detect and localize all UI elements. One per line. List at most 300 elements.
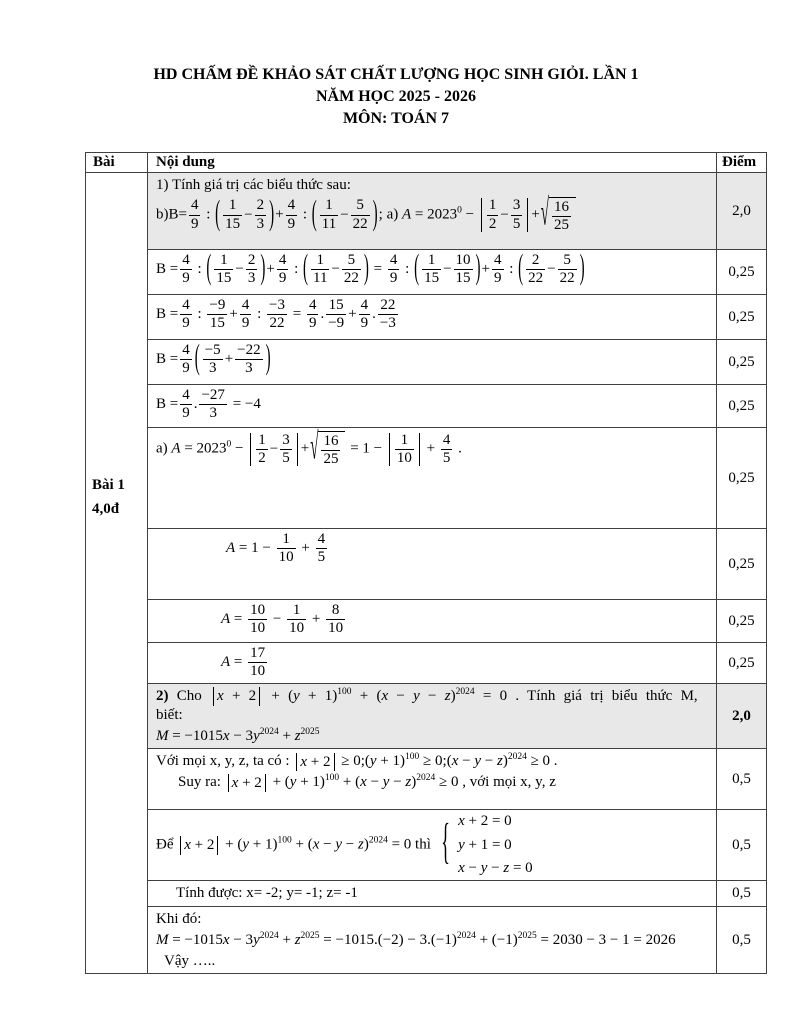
numerator: 1 <box>422 253 441 270</box>
table-row <box>148 529 766 600</box>
math-text: B = <box>156 351 179 368</box>
fraction <box>277 253 289 287</box>
numerator: 4 <box>388 253 400 270</box>
math-variable: A <box>221 654 231 671</box>
math-variable: x <box>231 774 239 791</box>
fraction <box>326 603 345 637</box>
denominator: 9 <box>494 270 502 287</box>
close-paren: ) <box>372 195 378 233</box>
numerator: 1 <box>223 198 242 215</box>
numerator: 15 <box>326 298 346 315</box>
sqrt-group <box>540 194 576 235</box>
denominator: 2 <box>258 449 266 466</box>
math-text: = 0 . Tính giá trị biểu thức M, biết: <box>156 688 698 723</box>
fraction <box>552 200 571 234</box>
denominator: 22 <box>559 270 575 287</box>
score-cell: 0,25 <box>728 308 755 325</box>
math-text: − <box>331 261 340 278</box>
math-text: + <box>278 931 295 948</box>
absolute-value-group <box>228 774 266 793</box>
score-cell: 0,25 <box>728 263 755 280</box>
math-text: + <box>263 688 289 704</box>
math-line <box>156 603 708 637</box>
score-cell: 0,5 <box>732 885 751 902</box>
score-cell: 0,5 <box>732 836 751 853</box>
math-text: + <box>275 206 284 223</box>
math-text: b)B= <box>156 206 187 223</box>
superscript: 2024 <box>456 930 476 941</box>
title-line-2: NĂM HỌC 2025 - 2026 <box>316 88 476 105</box>
denominator: 10 <box>250 663 266 680</box>
math-expression <box>221 611 230 627</box>
sqrt-content <box>318 431 345 468</box>
denominator: 15 <box>225 215 241 232</box>
math-variable: x <box>458 813 465 830</box>
numerator: 4 <box>240 298 252 315</box>
math-expression: (x − y − z) <box>446 753 508 770</box>
numerator: 4 <box>180 343 192 360</box>
math-expression <box>253 932 260 948</box>
fraction <box>223 198 242 232</box>
math-text: Suy ra: <box>178 774 225 791</box>
superscript: 2024 <box>455 687 475 697</box>
denominator: 25 <box>323 451 339 468</box>
close-paren: ) <box>265 340 271 378</box>
table-row <box>148 907 766 973</box>
math-variable: z <box>496 753 503 770</box>
math-text: ≥ 0; <box>337 753 365 770</box>
numerator: 4 <box>492 253 504 270</box>
math-line <box>156 340 708 378</box>
close-paren: ) <box>475 250 481 288</box>
math-expression <box>226 540 235 556</box>
absolute-value-group <box>481 198 528 232</box>
math-variable: A <box>221 611 231 628</box>
table-body <box>86 173 766 973</box>
fraction <box>256 433 268 467</box>
score-cell: 0,25 <box>728 555 755 572</box>
score-cell: 0,25 <box>728 654 755 671</box>
math-text: + (−1) <box>475 931 518 948</box>
content-cell <box>148 340 717 384</box>
math-variable: x <box>312 836 320 853</box>
superscript: 0 <box>457 205 462 216</box>
close-paren: ) <box>363 250 369 288</box>
numerator: 16 <box>552 200 571 217</box>
math-variable: y <box>413 688 420 704</box>
open-paren: ( <box>303 250 308 288</box>
open-paren: ( <box>194 340 200 378</box>
numerator: 5 <box>351 198 370 215</box>
math-text: = −4 <box>228 396 261 413</box>
math-text: . <box>193 396 198 413</box>
paren-group <box>302 250 370 288</box>
superscript: 100 <box>324 773 340 784</box>
math-text: + <box>291 836 308 853</box>
math-variable: A <box>171 440 181 457</box>
math-variable: x <box>451 753 459 770</box>
denominator: 5 <box>442 449 451 466</box>
denominator: 15 <box>216 270 232 287</box>
denominator: 9 <box>360 315 369 332</box>
math-text: Vậy ….. <box>164 952 216 969</box>
absolute-value-group <box>213 687 260 706</box>
math-expression: (x − y − z) <box>355 774 417 791</box>
numerator: 4 <box>307 298 319 315</box>
fraction <box>342 253 361 287</box>
denominator: 5 <box>512 215 521 232</box>
math-expression: (x − y − z) <box>307 836 369 853</box>
score-cell: 0,25 <box>728 469 755 486</box>
fraction <box>311 253 329 287</box>
numerator: 16 <box>321 434 340 451</box>
denominator: 9 <box>308 315 317 332</box>
denominator: 15 <box>455 270 471 287</box>
math-text: : <box>193 306 206 323</box>
numerator: −5 <box>203 343 223 360</box>
math-variable: M <box>156 727 169 744</box>
math-text: = <box>230 654 247 671</box>
math-text: = <box>230 611 247 628</box>
fraction <box>492 253 504 287</box>
paren-content <box>318 198 372 232</box>
case-line: x + 2 = 0 <box>458 813 512 830</box>
case-line: x − y − z = 0 <box>458 859 533 876</box>
math-line <box>156 687 708 725</box>
math-text: : <box>290 261 302 278</box>
math-expression: (y + 1) <box>284 774 325 791</box>
denominator: 3 <box>256 215 265 232</box>
numerator: 4 <box>286 198 298 215</box>
absolute-value-group <box>296 753 334 772</box>
table-row <box>148 881 766 907</box>
content-cell <box>148 250 717 294</box>
math-text: + <box>297 540 314 557</box>
math-expression <box>402 206 411 222</box>
fraction <box>378 298 398 332</box>
cases-group <box>437 813 533 877</box>
math-expression <box>223 728 230 744</box>
radical-sign: √ <box>310 428 319 469</box>
absolute-value-group <box>250 433 297 467</box>
superscript: 2024 <box>368 835 388 846</box>
radical-sign: √ <box>540 194 550 235</box>
superscript: 2025 <box>300 930 320 941</box>
fraction <box>267 298 287 332</box>
fraction <box>307 298 319 332</box>
fraction <box>316 532 328 566</box>
math-expression <box>253 728 260 744</box>
numerator: 2 <box>526 253 545 270</box>
paren-content <box>309 253 363 287</box>
math-text: − <box>244 206 253 223</box>
fraction <box>511 198 523 232</box>
numerator: 2 <box>246 253 258 270</box>
denominator: 3 <box>208 360 217 377</box>
math-expression: x + 2 <box>300 753 331 770</box>
math-line <box>156 752 708 771</box>
numerator: −9 <box>207 298 227 315</box>
content-cell <box>148 684 717 748</box>
open-paren: ( <box>311 195 317 233</box>
math-variable: A <box>402 206 412 223</box>
fraction <box>395 433 414 467</box>
math-variable: z <box>358 836 364 853</box>
paren-content <box>524 253 578 287</box>
grading-table <box>85 152 767 974</box>
score-cell: 0,25 <box>728 612 755 629</box>
denominator: 15 <box>209 315 225 332</box>
fraction <box>189 198 201 232</box>
numerator: 4 <box>180 298 192 315</box>
math-text: B = <box>156 261 179 278</box>
denominator: 3 <box>247 270 256 287</box>
fraction <box>180 388 192 422</box>
fraction <box>326 298 346 332</box>
denominator: 11 <box>321 215 337 232</box>
numerator: 1 <box>277 532 296 549</box>
denominator: 9 <box>190 215 199 232</box>
math-text: = 2030 − 3 − 1 = 2026 <box>536 931 676 948</box>
denominator: −3 <box>379 315 396 332</box>
math-variable: z <box>405 774 412 791</box>
denominator: 10 <box>250 620 266 637</box>
absolute-value-group <box>389 433 420 467</box>
math-variable: x <box>184 836 191 853</box>
sqrt-group <box>310 428 345 469</box>
fraction <box>351 198 370 232</box>
math-line <box>156 813 708 877</box>
math-line <box>156 952 708 971</box>
paren-group <box>413 250 481 288</box>
math-text: Với mọi x, y, z, ta có : <box>156 753 294 770</box>
math-variable: y <box>458 836 465 853</box>
math-variable: y <box>382 774 390 791</box>
paren-group <box>311 195 379 233</box>
fraction <box>248 603 267 637</box>
math-variable: y <box>242 836 250 853</box>
close-paren: ) <box>269 195 275 233</box>
math-line <box>156 910 708 929</box>
denominator: 9 <box>182 315 190 332</box>
table-row <box>148 385 766 428</box>
header-bai: Bài <box>86 153 148 172</box>
table-row <box>148 340 766 385</box>
numerator: 4 <box>189 198 201 215</box>
fraction <box>180 253 192 287</box>
sqrt-content <box>549 197 576 234</box>
math-text: + <box>348 306 357 323</box>
denominator: 3 <box>245 360 253 377</box>
denominator: 5 <box>282 449 290 466</box>
fraction <box>207 298 227 332</box>
math-text: + <box>481 261 490 278</box>
close-paren: ) <box>260 250 266 288</box>
math-expression <box>171 441 180 457</box>
math-variable: y <box>369 753 377 770</box>
math-variable: z <box>444 688 451 704</box>
superscript: 2024 <box>416 773 436 784</box>
superscript: 2024 <box>259 930 279 941</box>
fraction <box>214 253 233 287</box>
paren-content <box>420 253 474 287</box>
denominator: 25 <box>554 217 570 234</box>
paren-content <box>212 253 259 287</box>
content-cell <box>148 428 717 528</box>
open-paren: ( <box>206 250 212 288</box>
math-text: = 1 − <box>235 540 275 557</box>
math-text: : <box>401 261 414 278</box>
math-text: + <box>221 836 238 853</box>
table-row <box>148 173 766 250</box>
math-variable: M <box>156 931 169 948</box>
math-text: . <box>454 440 462 457</box>
math-text: = −1015 <box>168 931 223 948</box>
math-text: = −1015 <box>168 727 223 744</box>
math-variable: x <box>360 774 367 791</box>
numerator: 1 <box>256 433 268 450</box>
math-variable: y <box>289 774 297 791</box>
fraction <box>203 343 223 377</box>
math-text: + <box>268 774 285 791</box>
fraction <box>180 343 192 377</box>
math-text: − <box>547 261 556 278</box>
math-text: ≥ 0 . <box>526 753 558 770</box>
fraction <box>287 603 306 637</box>
math-text: : <box>505 261 518 278</box>
table-body-rows <box>148 173 766 973</box>
numerator: 4 <box>316 532 328 549</box>
problem-points: 4,0đ <box>92 501 120 517</box>
math-variable: z <box>294 727 301 744</box>
denominator: 2 <box>488 215 497 232</box>
math-expression <box>156 932 169 948</box>
math-text: = <box>369 261 386 278</box>
header-diem: Điểm <box>722 154 757 170</box>
denominator: −9 <box>328 315 345 332</box>
paren-group <box>517 250 585 288</box>
math-line <box>156 884 708 903</box>
numerator: −3 <box>267 298 287 315</box>
math-text: = 2023 <box>180 440 227 457</box>
denominator: 10 <box>289 620 305 637</box>
math-expression: x + 2 <box>184 836 215 853</box>
table-row <box>148 250 766 295</box>
math-text: + <box>531 206 540 223</box>
math-text: − <box>461 206 478 223</box>
math-text: B = <box>156 306 179 323</box>
math-text: Để <box>156 836 178 853</box>
score-cell: 0,5 <box>732 931 751 948</box>
math-text: a) <box>156 440 172 457</box>
fraction <box>277 532 296 566</box>
superscript: 100 <box>405 752 420 763</box>
math-text: − <box>269 440 279 457</box>
numerator: 1 <box>487 198 499 215</box>
denominator: 22 <box>343 270 359 287</box>
paren-content <box>221 198 268 232</box>
numerator: 3 <box>280 433 292 450</box>
math-text: ; a) <box>378 206 402 223</box>
math-variable: x <box>458 859 465 876</box>
close-paren: ) <box>579 250 585 288</box>
math-variable: z <box>294 931 301 948</box>
denominator: 10 <box>396 449 412 466</box>
math-text: 2) <box>156 688 169 704</box>
header-noidung: Nội dung <box>148 153 717 172</box>
fraction <box>240 298 252 332</box>
math-expression: x + 2 <box>217 688 257 705</box>
superscript: 2024 <box>507 752 527 763</box>
math-text: + <box>300 440 310 457</box>
math-text: + <box>229 306 238 323</box>
math-text: − <box>443 261 452 278</box>
content-cell <box>148 529 717 599</box>
fraction <box>422 253 441 287</box>
numerator: 10 <box>454 253 473 270</box>
math-text: − 3 <box>229 931 254 948</box>
math-line <box>156 250 708 288</box>
content-cell <box>148 810 717 880</box>
math-text: . <box>320 306 325 323</box>
math-line <box>156 176 708 195</box>
denominator: 9 <box>278 270 287 287</box>
denominator: 9 <box>389 270 398 287</box>
paren-content <box>201 343 265 377</box>
denominator: 9 <box>287 215 296 232</box>
math-expression: (y + 1) <box>364 753 406 770</box>
numerator: 17 <box>248 646 267 663</box>
open-paren: ( <box>414 250 420 288</box>
superscript: 2025 <box>300 726 320 737</box>
math-text: + <box>266 261 275 278</box>
curly-brace: { <box>441 817 450 871</box>
table-row <box>148 643 766 684</box>
math-expression: (x − y − z) <box>376 688 456 704</box>
denominator: 22 <box>528 270 544 287</box>
fraction <box>526 253 545 287</box>
math-variable: z <box>503 859 510 876</box>
math-expression <box>221 654 230 670</box>
score-cell: 0,25 <box>728 353 755 370</box>
numerator: −22 <box>235 343 262 360</box>
denominator: 22 <box>352 215 368 232</box>
superscript: 0 <box>226 439 232 450</box>
fraction <box>388 253 400 287</box>
numerator: 5 <box>342 253 361 270</box>
math-expression <box>156 728 169 744</box>
math-text: = −1015.(−2) − 3.(−1) <box>319 931 457 948</box>
score-cell: 2,0 <box>732 707 751 724</box>
math-variable: y <box>253 931 260 948</box>
fraction <box>441 433 453 467</box>
math-variable: y <box>253 727 260 744</box>
math-line <box>156 428 708 469</box>
numerator: −27 <box>199 388 226 405</box>
superscript: 100 <box>277 835 292 846</box>
denominator: 5 <box>317 549 326 566</box>
numerator: 1 <box>287 603 306 620</box>
math-text: B = <box>156 396 179 413</box>
math-variable: y <box>474 753 482 770</box>
problem-number: Bài 1 <box>92 477 125 493</box>
table-header-row <box>86 153 766 173</box>
math-line <box>156 194 708 235</box>
math-expression: (y + 1) <box>288 688 338 704</box>
math-text: : <box>193 261 206 278</box>
fraction <box>180 298 192 332</box>
denominator: 9 <box>182 270 190 287</box>
